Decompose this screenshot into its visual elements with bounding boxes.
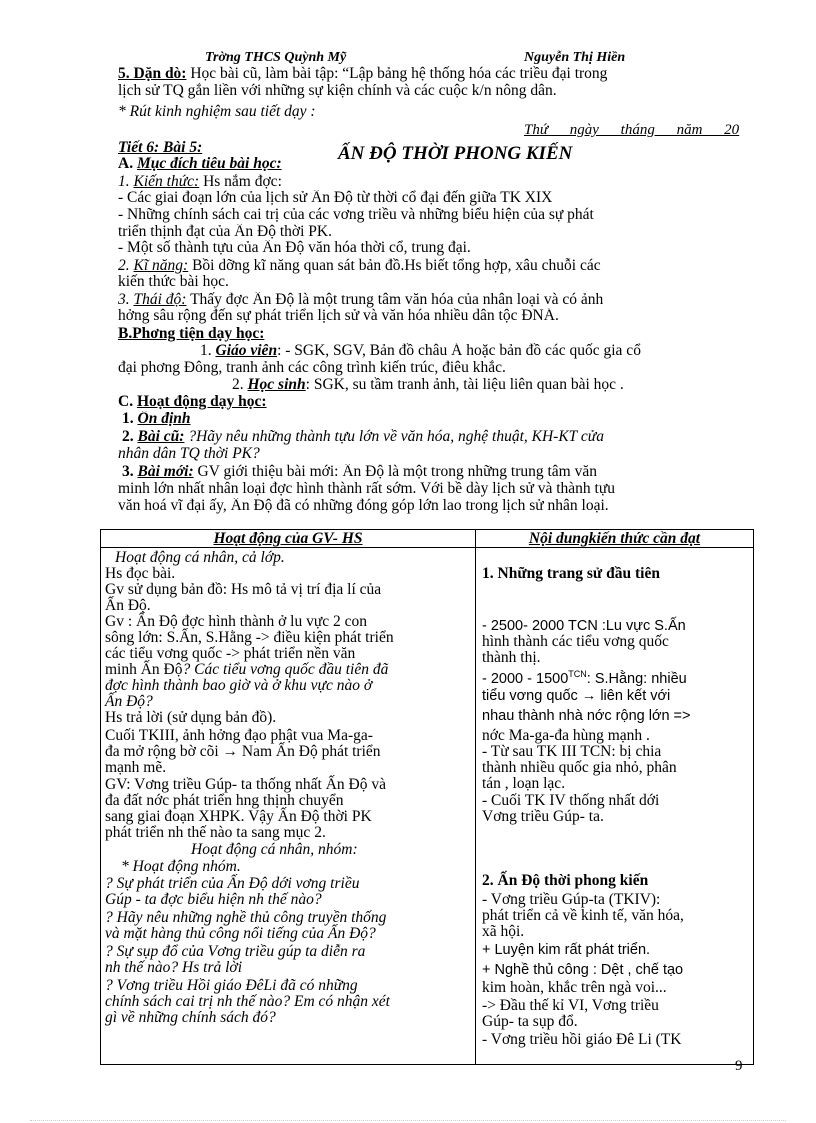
teacher-prefix: 1. [200,343,216,359]
activity-line: ? Hãy nêu những nghề thủ công truyền thống [105,909,387,926]
activity-line: Gv sử dụng bản đồ: Hs mô tả vị trí địa lí của [105,581,382,598]
activity-line: đợc hình thành bao giờ và ở khu vực nào ở [105,677,373,694]
section-a-prefix: A. [118,156,137,172]
content-heading-text: 2. Ấn Độ thời phong kiến [482,872,649,889]
attitude-line [118,292,750,308]
activity-line: gì về những chính sách đó? [105,1009,276,1026]
knowledge-text: Hs nắm đợc: [199,174,282,190]
step-old-lesson-cont: nhân dân TQ thời PK? [118,446,260,462]
content-line: thành nhiều quốc gia nhỏ, phân [482,759,677,776]
content-line: + Luyện kim rất phát triển. [482,942,651,958]
content-line: hình thành các tiểu vơng quốc [482,633,669,650]
activity-line: Hs đọc bài. [105,565,176,582]
activity-line [105,728,373,744]
section-a-title: Mục đích tiêu bài học: [136,156,282,172]
student-label: Học sinh [247,377,306,393]
col-header-content: Nội dungkiến thức cần đạt [476,530,754,548]
step-3-prefix: 3. [122,464,138,480]
content-heading-2 [482,873,648,889]
content-cell [476,548,754,1065]
knowledge-label: Kiến thức: [133,174,200,190]
knowledge-item-2-cont: triển thịnh đạt của Ấn Độ thời PK. [118,224,332,240]
step-1-prefix: 1. [122,411,138,427]
knowledge-item-1: - Các giai đoạn lớn của lịch sử Ấn Độ từ thời cổ đại đến giữa TK XIX [118,190,553,206]
activity-text: , ảnh hởng đạo phật vua Ma-ga- [174,727,373,744]
content-line: tán , loạn lạc. [482,775,566,792]
step-3-text: GV giới thiệu bài mới: Ấn Độ là một trong những trung tâm văn [193,464,597,480]
attitude-num: 3. [118,292,134,308]
content-text: : S.Hằng: nhiều [586,670,687,687]
page-bottom-divider [30,1120,786,1121]
activity-line: Hoạt động cá nhân, cả lớp. [115,549,285,566]
activities-cell [101,548,476,1065]
content-line: kim hoàn, khắc trên ngà voi... [482,979,667,996]
content-line: + Nghề thủ công : Dệt , chế tạo [482,962,684,978]
content-heading-1 [482,566,660,582]
activity-line: Gv : Ấn Độ đợc hình thành ở lu vực 2 con [105,613,367,630]
content-line: xã hội. [482,923,525,940]
activity-line: nh thế nào? Hs trả lời [105,959,243,976]
activity-text: minh Ấn Độ [105,661,183,678]
attitude-text: Thấy đợc Ấn Độ là một trung tâm văn hóa của nhân loại và có ảnh [186,292,604,308]
student-materials [232,377,750,393]
knowledge-item-3: - Một số thành tựu của Ấn Độ văn hóa thời cổ, trung đại. [118,240,471,256]
step-new-lesson-cont-2: văn hoá vĩ đại ấy, Ấn Độ đã có những đóng góp lớn lao trong lịch sử nhân loại. [118,498,609,514]
knowledge-num: 1. [118,174,134,190]
activity-line: sang giai đoạn XHPK. Vậy Ấn Độ thời PK [105,808,372,825]
experience-note: * Rút kinh nghiệm sau tiết dạy : [118,104,316,120]
header-school: Trờng THCS Quỳnh Mỹ [205,50,347,65]
content-line: - 2500- 2000 TCN :Lu vực S.Ấn [482,618,686,634]
knowledge-item-2: - Những chính sách cai trị của các vơng triều và những biểu hiện của sự phát [118,207,594,223]
student-prefix: 2. [232,377,248,393]
section-c-prefix: C. [118,394,137,410]
activity-line: các tiểu vơng quốc -> phát triển nền văn [105,645,356,662]
activity-line [105,662,388,678]
knowledge-line [118,174,750,190]
activity-line: đa mở rộng bờ cõi → Nam Ấn Độ phát triển [105,743,381,760]
content-text: - 2000 - 1500 [482,670,569,687]
content-line: - Vơng triều Gúp-ta (TKIV): [482,891,661,908]
activity-line: sông lớn: S.Ấn, S.Hằng -> điều kiện phát triển [105,629,394,646]
step-new-lesson-cont-1: minh lớn nhất nhân loại đợc hình thành rất sớm. Với bề dày lịch sử và thành tựu [118,481,615,497]
attitude-line-2: hởng sâu rộng đến sự phát triển lịch sử và văn hóa nhiều dân tộc ĐNÁ. [118,308,559,324]
student-text: : SGK, su tầm tranh ảnh, tài liệu liên quan bài học . [305,377,624,393]
activity-line: ? Sự sụp đổ của Vơng triều gúp ta diễn ra [105,943,366,960]
activity-line: GV: Vơng triều Gúp- ta thống nhất Ấn Độ và [105,776,386,793]
content-line: tiểu vơng quốc → liên kết với [482,688,671,704]
content-line: nhau thành nhà nớc rộng lớn => [482,708,691,724]
homework-text: Học bài cũ, làm bài tập: “Lập bảng hệ thống hóa các triều đại trong [186,66,608,82]
step-2-label: Bài cũ: [137,429,185,445]
content-line [482,666,687,687]
skills-num: 2. [118,258,134,274]
activity-line: Hoạt động cá nhân, nhóm: [191,841,358,858]
activity-line: và mặt hàng thủ công nổi tiếng của Ấn Độ? [105,925,376,942]
activity-line: ? Sự phát triển của Ấn Độ dới vơng triều [105,875,360,892]
step-new-lesson [122,464,750,480]
skills-line [118,258,750,274]
activity-line: Ấn Độ? [105,693,153,710]
activity-line: Gúp - ta đợc biểu hiện nh thế nào? [105,891,322,908]
section-b-heading: B.Phơng tiện dạy học: [118,326,265,342]
attitude-label: Thái độ: [133,292,187,308]
section-c-title: Hoạt động dạy học: [136,394,267,410]
content-heading-text: 1. Những trang sử đầu tiên [482,565,660,582]
activity-line: đa đất nớc phát triển hng thịnh chuyển [105,792,344,809]
content-line: Vơng triều Gúp- ta. [482,808,604,825]
content-line: -> Đầu thế kỉ VI, Vơng triều [482,997,659,1014]
activity-line: phát triển nh thế nào ta sang mục 2. [105,824,326,841]
teacher-materials-cont: đại phơng Đông, tranh ảnh các công trình kiến trúc, điêu khắc. [118,360,506,376]
table-body-row [101,548,754,1065]
content-line: nớc Ma-ga-đa hùng mạnh . [482,727,650,744]
teacher-label: Giáo viên [215,343,278,359]
teacher-text: : - SGK, SGV, Bản đồ châu Á hoặc bản đồ các quốc gia cổ [277,343,641,359]
activity-line: chính sách cai trị nh thế nào? Em có nhận xét [105,993,390,1010]
content-line: - Từ sau TK III TCN: bị chia [482,743,662,760]
homework-line-1 [118,66,750,82]
step-3-label: Bài mới: [137,464,194,480]
lesson-label: Tiết 6: Bài 5: [118,140,203,156]
skills-label: Kĩ năng: [133,258,189,274]
activity-line: Ấn Độ. [105,597,151,614]
activity-line: mạnh mẽ. [105,759,167,776]
section-a-heading [118,156,750,172]
content-superscript: TCN [568,669,587,679]
homework-label: 5. Dặn dò: [118,66,187,82]
step-2-text: ?Hãy nêu những thành tựu lớn về văn hóa, nghệ thuật, KH-KT cửa [184,429,604,445]
activity-table [100,529,754,1065]
activity-question: ? Các tiểu vơng quốc đầu tiên đã [182,661,389,678]
skills-line-2: kiến thức bài học. [118,274,229,290]
step-stabilize [122,411,754,427]
activity-line: Hs trả lời (sử dụng bản đồ). [105,709,277,726]
section-c-heading [118,394,750,410]
date-line: Thứ ngày tháng năm 20 [524,122,740,138]
content-line: - Vơng triều hồi giáo Đê Li (TK [482,1031,682,1048]
activity-line: * Hoạt động nhóm. [121,858,241,875]
content-line: phát triển cả về kinh tế, văn hóa, [482,907,684,924]
activity-line: ? Vơng triều Hồi giáo ĐêLi đã có những [105,977,358,994]
table-header-row [101,530,754,548]
page-number: 9 [735,1058,743,1074]
col-header-activities: Hoạt động của GV- HS [101,530,476,548]
content-line: Gúp- ta sụp đổ. [482,1013,578,1030]
content-line: - Cuối TK IV thống nhất dới [482,792,660,809]
homework-line-2: lịch sử TQ gắn liền với những sự kiện chính và các cuộc k/n nông dân. [118,83,557,99]
teacher-materials [200,343,750,359]
step-old-lesson [122,429,750,445]
content-line: thành thị. [482,649,541,666]
activity-text: Cuối TKIII [105,727,175,744]
step-2-prefix: 2. [122,429,138,445]
header-teacher: Nguyễn Thị Hiền [524,50,626,65]
lesson-title: ẤN ĐỘ THỜI PHONG KIẾN [338,143,573,164]
skills-text: Bồi dỡng kĩ năng quan sát bản đồ.Hs biết tổng hợp, xâu chuỗi các [188,258,601,274]
step-1-label: Ổn định [137,411,191,427]
